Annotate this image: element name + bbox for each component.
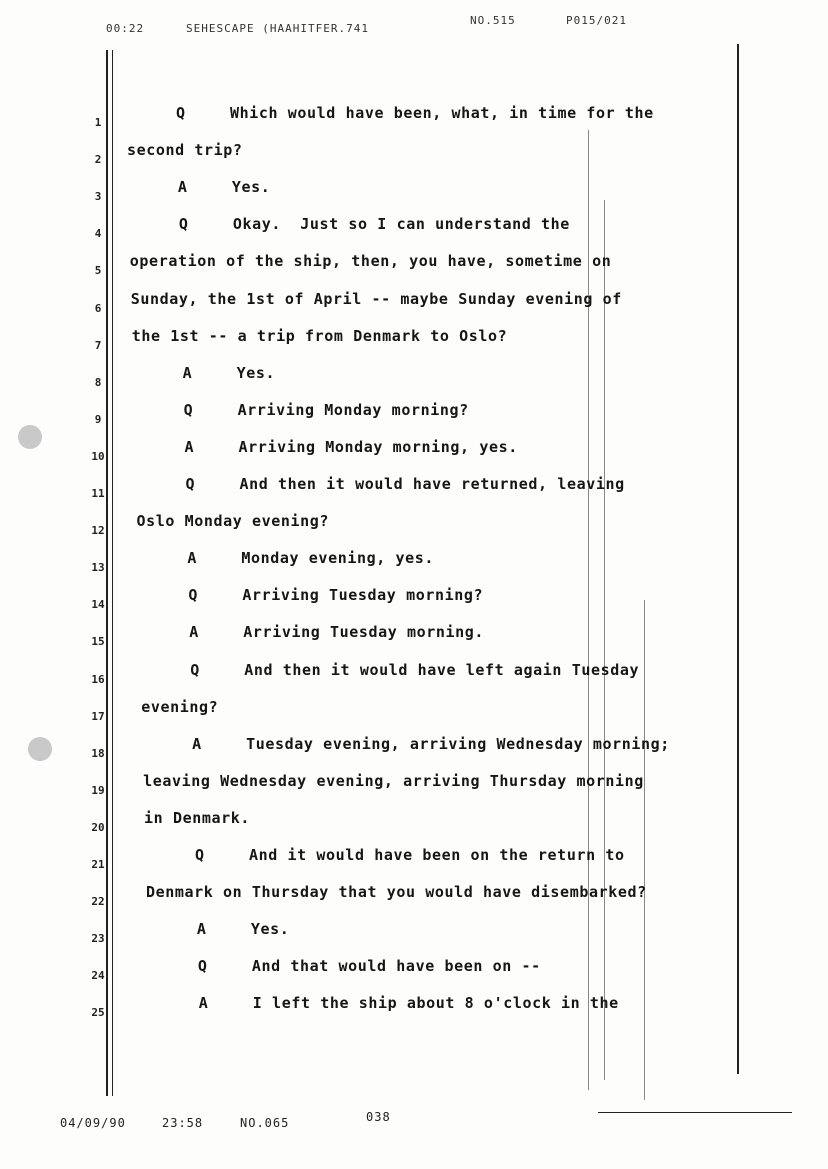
transcript-line xyxy=(132,327,508,345)
speaker-label: Q xyxy=(176,104,186,122)
testimony-text: Monday evening, yes. xyxy=(241,549,435,568)
speaker-label: Q xyxy=(185,475,196,493)
speaker-label: A xyxy=(187,549,198,568)
line-number: 22 xyxy=(91,895,105,909)
transcript-line xyxy=(141,698,218,716)
testimony-text: leaving Wednesday evening, arriving Thursday morning xyxy=(143,771,644,790)
speaker-label: Q xyxy=(188,586,198,605)
testimony-text: operation of the ship, then, you have, sometime on xyxy=(129,252,612,271)
speaker-label: Q xyxy=(190,660,200,679)
fax-footer-number: NO.065 xyxy=(240,1116,290,1130)
transcript-line xyxy=(190,661,639,679)
testimony-text: Okay. Just so I can understand the xyxy=(232,215,570,234)
line-number: 21 xyxy=(91,858,105,871)
transcript-line xyxy=(144,809,250,827)
testimony-text: Tuesday evening, arriving Wednesday morning; xyxy=(246,734,670,753)
hole-punch xyxy=(28,737,52,761)
scan-streak xyxy=(588,130,589,1090)
line-number: 12 xyxy=(91,524,105,538)
line-number: 17 xyxy=(91,709,105,723)
transcript-line xyxy=(176,104,654,122)
speaker-label: Q xyxy=(178,215,189,234)
speaker-label: A xyxy=(189,623,199,642)
testimony-text: Denmark on Thursday that you would have disembarked? xyxy=(145,883,647,902)
transcript-line xyxy=(188,586,483,604)
fax-header-time: 00:22 xyxy=(106,22,145,35)
line-number: 3 xyxy=(94,190,102,204)
right-margin-rule xyxy=(737,44,739,1074)
fax-header-page: P015/021 xyxy=(566,14,627,27)
line-number: 25 xyxy=(91,1006,105,1020)
speaker-label: A xyxy=(184,437,195,456)
transcript-line xyxy=(187,549,434,567)
testimony-text: Arriving Tuesday morning? xyxy=(242,586,484,605)
transcript-line xyxy=(136,512,329,530)
scan-streak xyxy=(604,200,605,1080)
speaker-label: Q xyxy=(183,400,194,419)
transcript-line xyxy=(127,141,243,159)
line-number: 13 xyxy=(91,561,105,575)
testimony-text: And it would have been on the return to xyxy=(249,846,625,864)
testimony-text: Which would have been, what, in time for the xyxy=(230,104,654,122)
transcript-line xyxy=(143,772,644,790)
footer-rule xyxy=(598,1112,792,1113)
transcript-line xyxy=(185,438,518,456)
testimony-text: Yes. xyxy=(250,920,290,939)
line-number: 20 xyxy=(91,820,105,834)
testimony-text: the 1st -- a trip from Denmark to Oslo? xyxy=(131,326,508,345)
transcript-line xyxy=(131,290,622,308)
testimony-text: Sunday, the 1st of April -- maybe Sunday evening of xyxy=(130,289,622,308)
testimony-text: Oslo Monday evening? xyxy=(136,512,330,531)
speaker-label: A xyxy=(192,734,202,753)
transcript-line xyxy=(178,178,271,196)
line-number: 1 xyxy=(94,116,102,129)
line-number: 19 xyxy=(91,783,105,797)
scan-streak xyxy=(644,600,645,1100)
transcript-line xyxy=(183,364,276,382)
line-number: 15 xyxy=(91,635,105,649)
line-number: 16 xyxy=(91,672,105,686)
line-number: 24 xyxy=(91,969,105,983)
line-number: 18 xyxy=(91,746,105,760)
testimony-text: Arriving Tuesday morning. xyxy=(243,623,485,642)
fax-header-sender: SEHESCAPE (HAAHITFER.741 xyxy=(186,22,369,35)
line-number: 10 xyxy=(91,449,105,463)
transcript-line xyxy=(197,920,290,938)
testimony-text: evening? xyxy=(141,697,219,716)
speaker-label: A xyxy=(182,363,193,382)
fax-header-number: NO.515 xyxy=(470,14,516,27)
line-number: 4 xyxy=(94,227,102,241)
line-number: 5 xyxy=(94,264,102,278)
fax-footer-page: 038 xyxy=(366,1110,391,1124)
testimony-text: in Denmark. xyxy=(144,808,250,827)
speaker-label: A xyxy=(177,178,188,197)
fax-footer-date: 04/09/90 xyxy=(60,1116,126,1130)
line-number: 6 xyxy=(94,301,102,315)
testimony-text: Arriving Monday morning? xyxy=(237,400,469,419)
testimony-text: I left the ship about 8 o'clock in the xyxy=(252,994,619,1013)
fax-footer-time: 23:58 xyxy=(162,1116,204,1130)
transcript-line xyxy=(192,735,670,753)
line-number: 11 xyxy=(91,487,105,500)
transcript-line xyxy=(130,252,612,270)
transcript-line xyxy=(199,994,619,1012)
transcript-line xyxy=(189,623,484,641)
line-number: 9 xyxy=(94,412,102,426)
testimony-text: And then it would have left again Tuesday xyxy=(244,660,640,679)
transcript-line xyxy=(146,883,647,901)
testimony-text: Yes. xyxy=(236,363,276,382)
transcript-line xyxy=(184,401,469,419)
line-number: 8 xyxy=(94,375,102,389)
testimony-text: And then it would have returned, leaving xyxy=(239,475,625,493)
transcript-line xyxy=(198,957,541,975)
line-number: 2 xyxy=(94,153,102,167)
testimony-text: Yes. xyxy=(231,178,271,197)
transcript-line xyxy=(195,846,625,864)
hole-punch xyxy=(18,425,42,449)
speaker-label: Q xyxy=(195,846,205,864)
line-number: 23 xyxy=(91,932,105,946)
speaker-label: Q xyxy=(197,957,208,976)
line-number: 7 xyxy=(94,338,102,352)
line-number: 14 xyxy=(91,598,105,612)
testimony-text: second trip? xyxy=(126,141,243,160)
testimony-text: Arriving Monday morning, yes. xyxy=(238,437,518,456)
speaker-label: A xyxy=(196,920,207,939)
transcript-line xyxy=(186,475,625,493)
testimony-text: And that would have been on -- xyxy=(251,957,541,976)
speaker-label: A xyxy=(198,994,209,1013)
transcript-line xyxy=(179,215,570,233)
